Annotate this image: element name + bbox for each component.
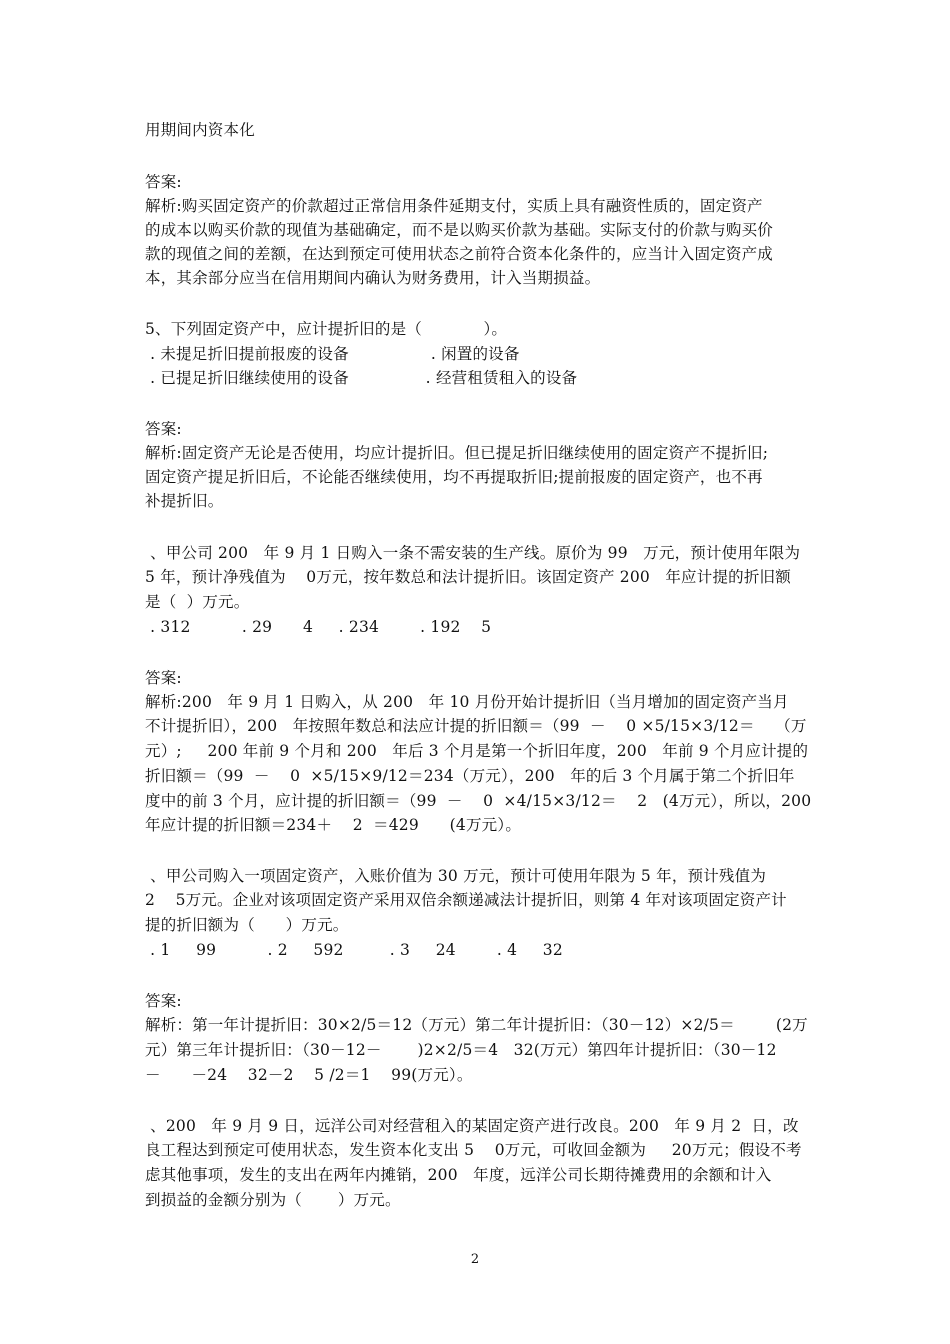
question-line: 5 年，预计净残值为 0万元，按年数总和法计提折旧。该固定资产 200 年应计提的折旧额	[145, 568, 791, 586]
answer-label: 答案:	[145, 992, 182, 1010]
text-line: 年应计提的折旧额＝234＋ 2 ＝429 (4万元）。	[145, 816, 522, 834]
text-line: 解析:购买固定资产的价款超过正常信用条件延期支付，实质上具有融资性质的，固定资产	[145, 197, 763, 215]
question-line: 2 5万元。企业对该项固定资产采用双倍余额递减法计提折旧，则第 4 年对该项固定资产计	[145, 891, 787, 909]
text-line: － －24 32－2 5 /2＝1 99(万元）。	[145, 1066, 473, 1084]
question-line: 是（ ）万元。	[145, 593, 250, 611]
text-line: 用期间内资本化	[145, 121, 255, 139]
text-line: 折旧额＝（99 － 0 ×5/15×9/12＝234（万元），200 年的后 3 个月属于第二个折旧年	[145, 767, 795, 785]
option-line: . 未提足折旧提前报废的设备 . 闲置的设备	[145, 345, 520, 363]
answer-label: 答案:	[145, 669, 182, 687]
question-line: 、甲公司购入一项固定资产，入账价值为 30 万元，预计可使用年限为 5 年，预计残值为	[145, 867, 767, 885]
text-line: 元）第三年计提折旧：（30－12－ )2×2/5＝4 32(万元）第四年计提折旧：（30－12	[145, 1041, 777, 1059]
question-line: 虑其他事项，发生的支出在两年内摊销，200 年度，远洋公司长期待摊费用的余额和计入	[145, 1166, 772, 1184]
question-line: 良工程达到预定可使用状态，发生资本化支出 5 0万元，可收回金额为 20万元；假设不考	[145, 1141, 802, 1159]
text-line: 本，其余部分应当在信用期间内确认为财务费用，计入当期损益。	[145, 269, 601, 287]
question-line: 、甲公司 200 年 9 月 1 日购入一条不需安装的生产线。原价为 99 万元，预计使用年限为	[145, 544, 801, 562]
text-line: 度中的前 3 个月，应计提的折旧额＝（99 － 0 ×4/15×3/12＝ 2 (4万元），所以，200	[145, 792, 812, 810]
option-line: . 1 99 . 2 592 . 3 24 . 4 32	[145, 941, 563, 959]
text-line: 不计提折旧），200 年按照年数总和法应计提的折旧额＝（99 － 0 ×5/15×3/12＝ （万	[145, 717, 807, 735]
text-line: 的成本以购买价款的现值为基础确定，而不是以购买价款为基础。实际支付的价款与购买价	[145, 221, 774, 239]
text-line: 解析:固定资产无论是否使用，均应计提折旧。但已提足折旧继续使用的固定资产不提折旧;	[145, 444, 769, 462]
question-line: 到损益的金额分别为（ ）万元。	[145, 1191, 401, 1209]
text-line: 补提折旧。	[145, 492, 224, 510]
question-line: 提的折旧额为（ ）万元。	[145, 916, 349, 934]
option-line: . 312 . 29 4 . 234 . 192 5	[145, 618, 492, 636]
page-number: 2	[470, 1252, 480, 1267]
option-line: . 已提足折旧继续使用的设备 . 经营租赁租入的设备	[145, 369, 578, 387]
answer-label: 答案:	[145, 420, 182, 438]
answer-label: 答案:	[145, 173, 182, 191]
question-line: 5、下列固定资产中，应计提折旧的是（ ）。	[145, 320, 508, 338]
text-line: 解析:200 年 9 月 1 日购入，从 200 年 10 月份开始计提折旧（当月增加的固定资产当月	[145, 693, 789, 711]
text-line: 固定资产提足折旧后，不论能否继续使用，均不再提取折旧;提前报废的固定资产，也不再	[145, 468, 763, 486]
text-line: 款的现值之间的差额，在达到预定可使用状态之前符合资本化条件的，应当计入固定资产成	[145, 245, 774, 263]
text-line: 元）; 200 年前 9 个月和 200 年后 3 个月是第一个折旧年度，200 年前 9 个月应计提的	[145, 742, 809, 760]
text-line: 解析：第一年计提折旧：30×2/5＝12（万元）第二年计提折旧：（30－12）×2/5＝ (2万	[145, 1016, 808, 1034]
question-line: 、200 年 9 月 9 日，远洋公司对经营租入的某固定资产进行改良。200 年 9 月 2 日，改	[145, 1117, 799, 1135]
